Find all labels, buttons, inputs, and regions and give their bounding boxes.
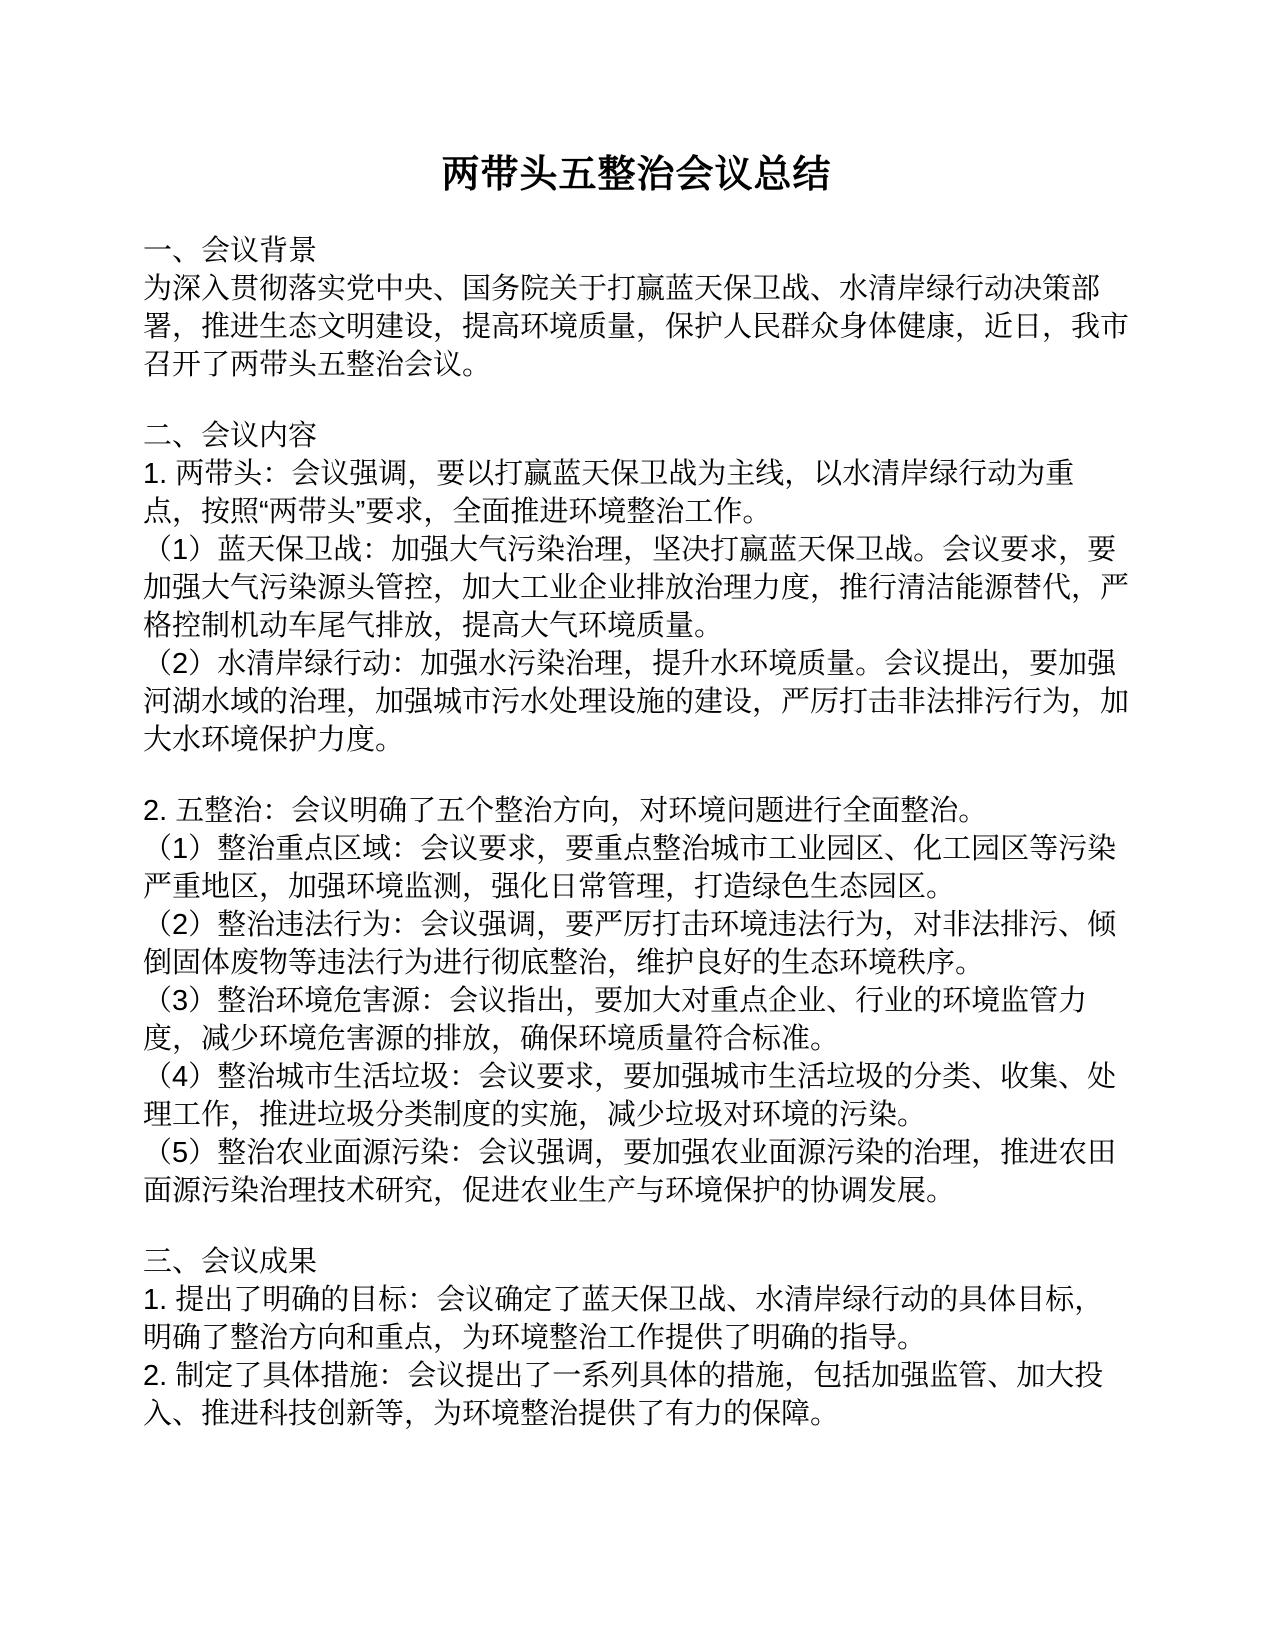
paragraph-two-leads: 1. 两带头：会议强调，要以打赢蓝天保卫战为主线，以水清岸绿行动为重点，按照“两带头”要求，全面推进环境整治工作。: [143, 458, 1075, 528]
section-heading-background: 一、会议背景: [143, 235, 318, 267]
section-meeting-background: [143, 232, 1130, 384]
paragraph-five-rectifications: 2. 五整治：会议明确了五个整治方向，对环境问题进行全面整治。: [143, 795, 988, 827]
blank-line: [143, 1210, 1130, 1243]
paragraph-rectify-hazard-sources: （3）整治环境危害源：会议指出，要加大对重点企业、行业的环境监管力度，减少环境危害源的排放，确保环境质量符合标准。: [143, 985, 1088, 1055]
blank-line: [143, 759, 1130, 792]
section-meeting-content: [143, 417, 1130, 1210]
paragraph-clear-goals: 1. 提出了明确的目标：会议确定了蓝天保卫战、水清岸绿行动的具体目标，明确了整治方向和重点，为环境整治工作提供了明确的指导。: [143, 1284, 1104, 1354]
paragraph-rectify-key-areas: （1）整治重点区域：会议要求，要重点整治城市工业园区、化工园区等污染严重地区，加强环境监测，强化日常管理，打造绿色生态园区。: [143, 833, 1117, 903]
paragraph-rectify-agricultural-pollution: （5）整治农业面源污染：会议强调，要加强农业面源污染的治理，推进农田面源污染治理技术研究，促进农业生产与环境保护的协调发展。: [143, 1137, 1117, 1207]
paragraph-clear-water-action: （2）水清岸绿行动：加强水污染治理，提升水环境质量。会议提出，要加强河湖水域的治理，加强城市污水处理设施的建设，严厉打击非法排污行为，加大水环境保护力度。: [143, 648, 1130, 756]
paragraph-concrete-measures: 2. 制定了具体措施：会议提出了一系列具体的措施，包括加强监管、加大投入、推进科技创新等，为环境整治提供了有力的保障。: [143, 1360, 1104, 1430]
paragraph-rectify-household-waste: （4）整治城市生活垃圾：会议要求，要加强城市生活垃圾的分类、收集、处理工作，推进垃圾分类制度的实施，减少垃圾对环境的污染。: [143, 1061, 1117, 1131]
section-heading-results: 三、会议成果: [143, 1246, 318, 1278]
paragraph-rectify-illegal-acts: （2）整治违法行为：会议强调，要严厉打击环境违法行为，对非法排污、倾倒固体废物等违法行为进行彻底整治，维护良好的生态环境秩序。: [143, 909, 1117, 979]
section-heading-content: 二、会议内容: [143, 420, 318, 452]
paragraph-blue-sky-battle: （1）蓝天保卫战：加强大气污染治理，坚决打赢蓝天保卫战。会议要求，要加强大气污染源头管控，加大工业企业排放治理力度，推行清洁能源替代，严格控制机动车尾气排放，提高大气环境质量。: [143, 534, 1130, 642]
document-title: 两带头五整治会议总结: [441, 154, 832, 196]
section-meeting-results: [143, 1243, 1130, 1433]
blank-line: [143, 384, 1130, 417]
paragraph-background-intro: 为深入贯彻落实党中央、国务院关于打赢蓝天保卫战、水清岸绿行动决策部署，推进生态文明建设，提高环境质量，保护人民群众身体健康，近日，我市召开了两带头五整治会议。: [143, 273, 1130, 381]
